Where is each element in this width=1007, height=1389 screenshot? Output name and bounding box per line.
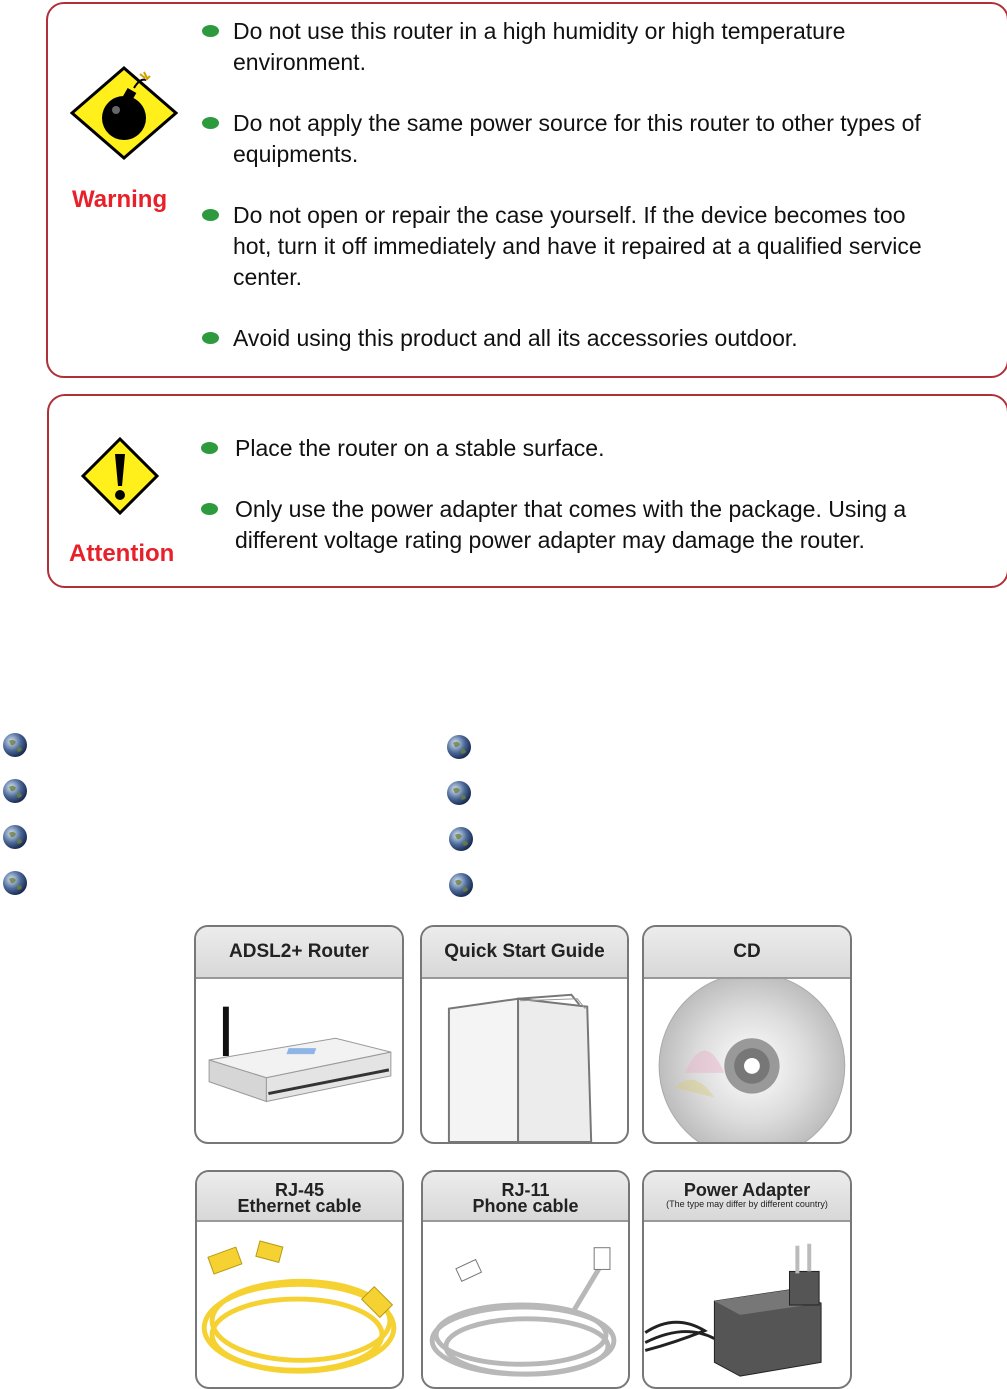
- globe-icon: [2, 870, 28, 896]
- globe-icon: [2, 732, 28, 758]
- package-item-phone-cable: [421, 1170, 630, 1389]
- phone-cable-icon: [423, 1224, 628, 1387]
- item-title: ADSL2+ Router: [196, 927, 402, 979]
- item-title: Quick Start Guide: [422, 927, 627, 979]
- list-item: Do not use this router in a high humidity or high temperature environment.: [202, 16, 1002, 78]
- warning-box: [46, 2, 1007, 378]
- warning-list: [202, 16, 1002, 354]
- package-item-ethernet-cable: [195, 1170, 404, 1389]
- list-item: Do not apply the same power source for this router to other types of equipments.: [202, 108, 1002, 170]
- exclamation-warning-icon: [80, 436, 160, 516]
- package-item-quick-start-guide: [420, 925, 629, 1144]
- globe-icon: [448, 826, 474, 852]
- attention-box: [47, 394, 1007, 588]
- list-item: Do not open or repair the case yourself. If the device becomes too hot, turn it off immediately and have it repaired at a qualified service center.: [202, 200, 1002, 293]
- item-title: Power Adapter (The type may differ by different country): [644, 1172, 850, 1222]
- bullet-icon: [202, 332, 219, 344]
- power-adapter-icon: [644, 1224, 850, 1387]
- attention-list: [201, 433, 1001, 556]
- bullet-icon: [202, 25, 219, 37]
- router-icon: [196, 979, 402, 1142]
- package-item-power-adapter: [642, 1170, 852, 1389]
- warning-label: Warning: [72, 186, 168, 213]
- bullet-icon: [202, 117, 219, 129]
- ethernet-cable-icon: [197, 1224, 402, 1387]
- package-item-cd: [642, 925, 852, 1144]
- list-item: Only use the power adapter that comes with the package. Using a different voltage rating power adapter may damage the router.: [201, 494, 1001, 556]
- globe-icon: [446, 734, 472, 760]
- globe-icon: [448, 872, 474, 898]
- booklet-icon: [422, 979, 627, 1142]
- globe-icon: [2, 824, 28, 850]
- cd-icon: [644, 979, 850, 1142]
- package-item-router: [194, 925, 404, 1144]
- bullet-icon: [201, 503, 218, 515]
- bomb-warning-icon: [70, 66, 178, 160]
- attention-label: Attention: [69, 540, 175, 567]
- list-item: Place the router on a stable surface.: [201, 433, 1001, 464]
- bullet-icon: [202, 209, 219, 221]
- item-title: RJ-45 Ethernet cable: [197, 1172, 402, 1222]
- list-item: Avoid using this product and all its accessories outdoor.: [202, 323, 1002, 354]
- item-title: RJ-11 Phone cable: [423, 1172, 628, 1222]
- bullet-icon: [201, 442, 218, 454]
- globe-icon: [2, 778, 28, 804]
- globe-icon: [446, 780, 472, 806]
- item-title: CD: [644, 927, 850, 979]
